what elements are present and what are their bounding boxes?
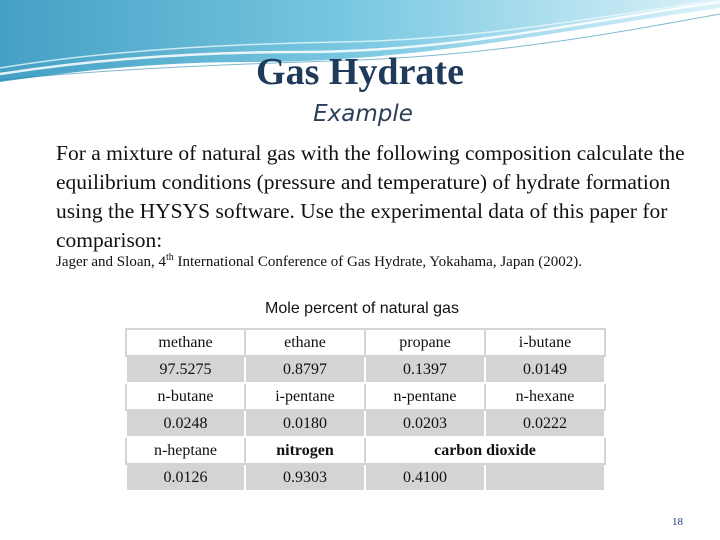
table-cell: 0.0248	[126, 410, 245, 437]
table-cell: carbon dioxide	[365, 437, 605, 464]
table-cell: 0.4100	[365, 464, 485, 491]
citation-superscript: th	[165, 252, 174, 263]
table-cell: i-butane	[485, 329, 605, 356]
table-row	[126, 329, 605, 356]
table-cell: n-pentane	[365, 383, 485, 410]
table-cell: propane	[365, 329, 485, 356]
table-cell: 97.5275	[126, 356, 245, 383]
table-row	[126, 410, 605, 437]
table-row	[126, 356, 605, 383]
table-row	[126, 464, 605, 491]
table-cell: 0.0203	[365, 410, 485, 437]
table-cell: 0.0180	[245, 410, 365, 437]
table-row	[126, 437, 605, 464]
table-cell: nitrogen	[245, 437, 365, 464]
citation-text-end: International Conference of Gas Hydrate, Yokahama, Japan (2002).	[173, 254, 582, 270]
table-caption: Mole percent of natural gas	[265, 300, 459, 317]
gas-composition-table	[125, 328, 606, 492]
table-cell: n-heptane	[126, 437, 245, 464]
slide-title: Gas Hydrate	[256, 51, 464, 93]
citation	[56, 252, 706, 271]
table-cell: 0.0149	[485, 356, 605, 383]
slide-subtitle: Example	[313, 101, 413, 127]
page-number: 18	[672, 516, 683, 528]
table-cell: 0.1397	[365, 356, 485, 383]
table-cell	[485, 464, 605, 491]
table-cell: 0.0126	[126, 464, 245, 491]
table-cell: ethane	[245, 329, 365, 356]
table-cell: 0.9303	[245, 464, 365, 491]
table-cell: 0.0222	[485, 410, 605, 437]
table-cell: n-butane	[126, 383, 245, 410]
table-cell: methane	[126, 329, 245, 356]
table-cell: i-pentane	[245, 383, 365, 410]
table-cell: n-hexane	[485, 383, 605, 410]
citation-text-start: Jager and Sloan, 4	[56, 254, 166, 270]
table-cell: 0.8797	[245, 356, 365, 383]
table-row	[126, 383, 605, 410]
problem-statement: For a mixture of natural gas with the following composition calculate the equilibrium conditions (pressure and temperature) of hydrate formation using the HYSYS software. Use the experimental data of this paper for comparison:	[56, 141, 685, 252]
